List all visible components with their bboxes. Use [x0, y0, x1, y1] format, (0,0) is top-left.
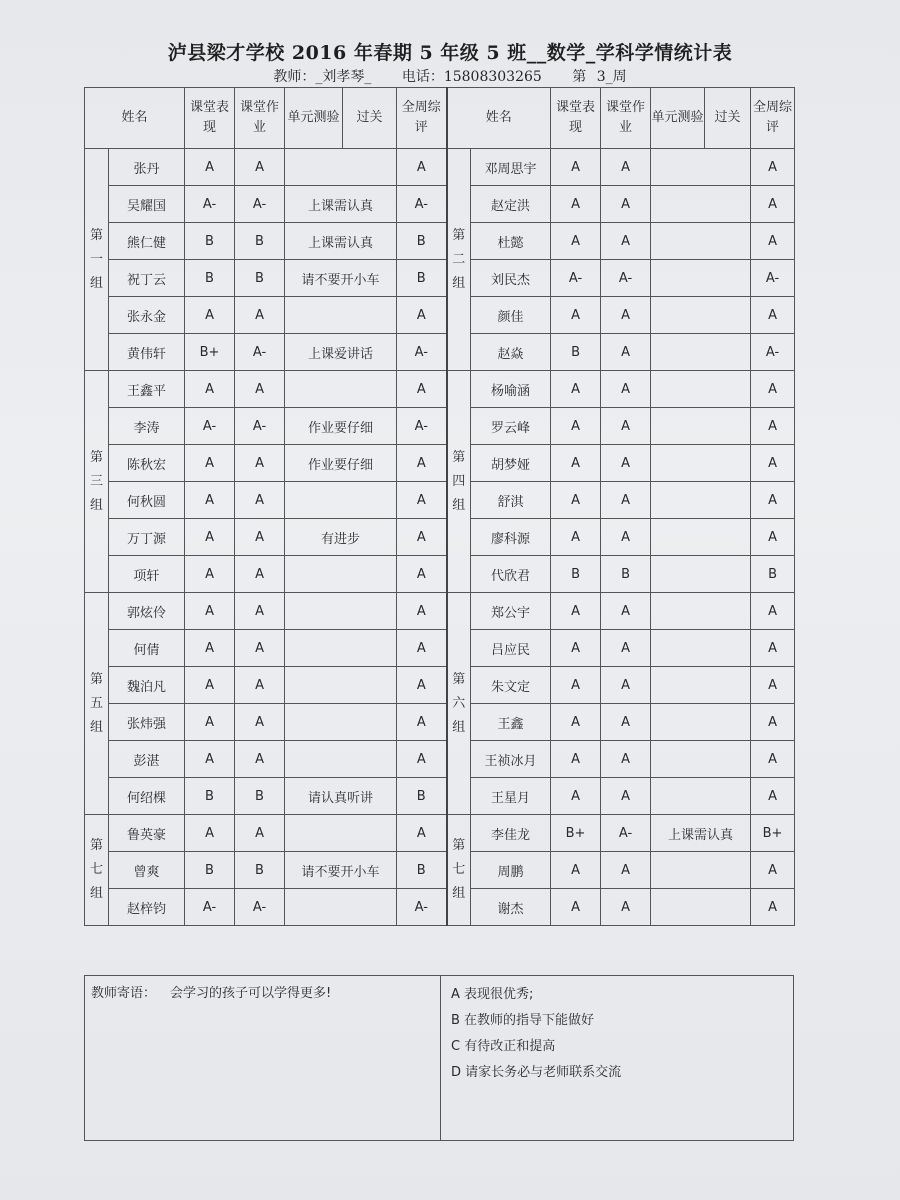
student-name: 张丹	[109, 149, 185, 186]
unit-test-note	[651, 704, 751, 741]
group-label: 第 六 组	[447, 593, 471, 815]
weekly-grade: A	[397, 741, 447, 778]
homework: A-	[235, 334, 285, 371]
weekly-grade: A-	[397, 408, 447, 445]
weekly-grade: A	[397, 667, 447, 704]
class-perf: A	[551, 519, 601, 556]
col-pass-right: 过关	[705, 88, 751, 149]
unit-test-note	[651, 519, 751, 556]
student-name: 郭炫伶	[109, 593, 185, 630]
student-name: 祝丁云	[109, 260, 185, 297]
table-row	[85, 260, 795, 297]
weekly-grade: A	[751, 593, 795, 630]
table-row	[85, 371, 795, 408]
class-perf: A-	[551, 260, 601, 297]
table-row	[85, 778, 795, 815]
class-perf: A	[185, 593, 235, 630]
teacher-message	[91, 982, 345, 1001]
teacher-name: 教师：_刘孝琴_	[273, 69, 372, 85]
col-unit-test: 单元测验	[285, 88, 343, 149]
class-perf: A	[185, 667, 235, 704]
unit-test-note	[651, 445, 751, 482]
homework: A	[601, 519, 651, 556]
group-label: 第 五 组	[85, 593, 109, 815]
unit-test-note	[651, 408, 751, 445]
legend-d: D 请家长务必与老师联系交流	[451, 1065, 622, 1080]
unit-test-note: 请不要开小车	[285, 260, 397, 297]
weekly-grade: A	[397, 297, 447, 334]
student-name: 李佳龙	[471, 815, 551, 852]
student-name: 魏泊凡	[109, 667, 185, 704]
weekly-grade: A	[397, 593, 447, 630]
homework: B	[235, 852, 285, 889]
homework: A	[235, 371, 285, 408]
unit-test-note: 上课爱讲话	[285, 334, 397, 371]
unit-test-note	[285, 556, 397, 593]
table-row	[85, 815, 795, 852]
student-name: 彭湛	[109, 741, 185, 778]
unit-test-note	[651, 889, 751, 926]
class-perf: B	[185, 260, 235, 297]
class-perf: A	[185, 482, 235, 519]
weekly-grade: A	[397, 704, 447, 741]
student-name: 王星月	[471, 778, 551, 815]
weekly-grade: A	[751, 667, 795, 704]
unit-test-note: 作业要仔细	[285, 445, 397, 482]
homework: A	[235, 815, 285, 852]
col-unit-test-right: 单元测验	[651, 88, 705, 149]
col-homework: 课堂作业	[235, 88, 285, 149]
table-row	[85, 852, 795, 889]
homework: A	[235, 519, 285, 556]
class-perf: A	[551, 778, 601, 815]
unit-test-note: 请认真听讲	[285, 778, 397, 815]
class-perf: A	[551, 889, 601, 926]
unit-test-note	[651, 260, 751, 297]
table-row	[85, 704, 795, 741]
weekly-grade: A	[751, 778, 795, 815]
homework: A	[601, 889, 651, 926]
footer-box	[84, 975, 794, 1141]
class-perf: B+	[185, 334, 235, 371]
student-name: 曾爽	[109, 852, 185, 889]
class-perf: A	[185, 445, 235, 482]
weekly-grade: A	[751, 630, 795, 667]
homework: A-	[235, 408, 285, 445]
homework: B	[601, 556, 651, 593]
class-perf: A	[185, 371, 235, 408]
homework: A	[601, 408, 651, 445]
grade-legend	[451, 982, 621, 1086]
weekly-grade: A-	[751, 334, 795, 371]
unit-test-note	[651, 556, 751, 593]
class-perf: A	[551, 852, 601, 889]
weekly-grade: A	[751, 149, 795, 186]
class-perf: A	[185, 815, 235, 852]
homework: A	[235, 593, 285, 630]
student-name: 杜懿	[471, 223, 551, 260]
weekly-grade: A	[397, 149, 447, 186]
unit-test-note	[651, 186, 751, 223]
homework: A	[235, 556, 285, 593]
homework: B	[235, 260, 285, 297]
unit-test-note: 作业要仔细	[285, 408, 397, 445]
unit-test-note	[285, 667, 397, 704]
legend-b: B 在教师的指导下能做好	[451, 1013, 595, 1028]
table-row	[85, 408, 795, 445]
class-perf: B	[551, 334, 601, 371]
homework: A	[235, 741, 285, 778]
student-name: 何倩	[109, 630, 185, 667]
weekly-grade: A-	[751, 260, 795, 297]
student-name: 邓周思宇	[471, 149, 551, 186]
class-perf: A	[185, 741, 235, 778]
homework: B	[235, 778, 285, 815]
student-name: 赵焱	[471, 334, 551, 371]
group-label: 第 二 组	[447, 149, 471, 371]
weekly-grade: A	[397, 445, 447, 482]
unit-test-note	[651, 778, 751, 815]
homework: A	[235, 445, 285, 482]
table-row	[85, 593, 795, 630]
student-name: 熊仁健	[109, 223, 185, 260]
unit-test-note	[651, 593, 751, 630]
homework: A	[601, 297, 651, 334]
homework: A-	[601, 815, 651, 852]
class-perf: A	[551, 186, 601, 223]
weekly-grade: A	[751, 889, 795, 926]
unit-test-note	[285, 482, 397, 519]
weekly-grade: B	[397, 852, 447, 889]
table-row	[85, 334, 795, 371]
homework: A	[601, 334, 651, 371]
homework: B	[235, 223, 285, 260]
class-perf: B	[185, 778, 235, 815]
table-row	[85, 630, 795, 667]
weekly-grade: A	[751, 408, 795, 445]
homework: A	[235, 667, 285, 704]
weekly-grade: A	[751, 482, 795, 519]
unit-test-note	[651, 630, 751, 667]
homework: A	[601, 186, 651, 223]
class-perf: A	[551, 223, 601, 260]
unit-test-note	[651, 741, 751, 778]
student-name: 王鑫	[471, 704, 551, 741]
unit-test-note	[285, 593, 397, 630]
weekly-grade: A	[397, 630, 447, 667]
student-name: 舒淇	[471, 482, 551, 519]
homework: A-	[235, 186, 285, 223]
weekly-grade: A-	[397, 334, 447, 371]
homework: A	[235, 297, 285, 334]
student-name: 鲁英豪	[109, 815, 185, 852]
student-name: 赵定洪	[471, 186, 551, 223]
student-name: 万丁源	[109, 519, 185, 556]
class-perf: B	[551, 556, 601, 593]
class-perf: A	[551, 741, 601, 778]
weekly-grade: A	[751, 186, 795, 223]
class-perf: A	[551, 667, 601, 704]
message-label: 教师寄语：	[91, 986, 157, 1001]
teacher-phone: 电话：15808303265	[401, 69, 542, 85]
weekly-grade: A	[397, 815, 447, 852]
unit-test-note: 有进步	[285, 519, 397, 556]
student-name: 郑公宇	[471, 593, 551, 630]
student-name: 何绍棵	[109, 778, 185, 815]
weekly-grade: A	[397, 556, 447, 593]
student-name: 王祯冰月	[471, 741, 551, 778]
unit-test-note	[285, 371, 397, 408]
header-row	[85, 88, 795, 149]
weekly-grade: B	[397, 778, 447, 815]
homework: A	[601, 852, 651, 889]
grade-table	[84, 87, 795, 926]
message-text: 会学习的孩子可以学得更多!	[170, 986, 332, 1001]
footer-divider	[440, 976, 441, 1140]
unit-test-note	[651, 297, 751, 334]
table-row	[85, 445, 795, 482]
group-label: 第 四 组	[447, 371, 471, 593]
homework: A	[601, 630, 651, 667]
class-perf: A	[551, 593, 601, 630]
weekly-grade: A-	[397, 186, 447, 223]
class-perf: A-	[185, 889, 235, 926]
unit-test-note	[285, 741, 397, 778]
col-class-perf: 课堂表现	[185, 88, 235, 149]
student-name: 王鑫平	[109, 371, 185, 408]
unit-test-note	[651, 667, 751, 704]
homework: A	[601, 482, 651, 519]
unit-test-note	[651, 223, 751, 260]
homework: A	[601, 223, 651, 260]
group-label: 第 一 组	[85, 149, 109, 371]
class-perf: A	[185, 556, 235, 593]
student-name: 胡梦娅	[471, 445, 551, 482]
table-row	[85, 149, 795, 186]
class-perf: A-	[185, 186, 235, 223]
student-name: 谢杰	[471, 889, 551, 926]
class-perf: A	[551, 149, 601, 186]
unit-test-note	[285, 815, 397, 852]
student-name: 黄伟轩	[109, 334, 185, 371]
homework: A	[601, 778, 651, 815]
homework: A-	[601, 260, 651, 297]
col-name-right: 姓名	[447, 88, 551, 149]
unit-test-note	[651, 334, 751, 371]
student-name: 吕应民	[471, 630, 551, 667]
group-label: 第 三 组	[85, 371, 109, 593]
student-name: 赵梓钧	[109, 889, 185, 926]
unit-test-note	[285, 889, 397, 926]
col-pass: 过关	[343, 88, 397, 149]
legend-a: A 表现很优秀;	[451, 987, 534, 1002]
table-row	[85, 297, 795, 334]
table-row	[85, 667, 795, 704]
class-perf: A	[551, 408, 601, 445]
homework: A	[601, 149, 651, 186]
student-name: 代欣君	[471, 556, 551, 593]
table-row	[85, 223, 795, 260]
class-perf: A	[551, 445, 601, 482]
student-name: 颜佳	[471, 297, 551, 334]
table-row	[85, 482, 795, 519]
unit-test-note	[285, 630, 397, 667]
legend-c: C 有待改正和提高	[451, 1039, 556, 1054]
class-perf: B	[185, 223, 235, 260]
weekly-grade: A	[751, 741, 795, 778]
student-name: 吴耀国	[109, 186, 185, 223]
student-name: 罗云峰	[471, 408, 551, 445]
unit-test-note	[285, 149, 397, 186]
weekly-grade: A-	[397, 889, 447, 926]
col-homework-right: 课堂作业	[601, 88, 651, 149]
homework: A	[235, 704, 285, 741]
weekly-grade: A	[751, 223, 795, 260]
student-name: 朱文定	[471, 667, 551, 704]
class-perf: A	[185, 519, 235, 556]
student-name: 刘民杰	[471, 260, 551, 297]
sheet-title: 泸县梁才学校 2016 年春期 5 年级 5 班__数学_学科学情统计表	[167, 42, 733, 64]
group-label: 第 七 组	[85, 815, 109, 926]
unit-test-note	[285, 704, 397, 741]
unit-test-note: 上课需认真	[651, 815, 751, 852]
week-number: 第 3_周	[572, 69, 627, 85]
class-perf: A	[551, 482, 601, 519]
unit-test-note	[651, 149, 751, 186]
group-label: 第 七 组	[447, 815, 471, 926]
homework: A	[601, 741, 651, 778]
unit-test-note	[651, 852, 751, 889]
student-name: 杨喻涵	[471, 371, 551, 408]
weekly-grade: A	[751, 445, 795, 482]
student-name: 廖科源	[471, 519, 551, 556]
col-class-perf-right: 课堂表现	[551, 88, 601, 149]
table-row	[85, 889, 795, 926]
table-row	[85, 186, 795, 223]
student-name: 周鹏	[471, 852, 551, 889]
class-perf: B+	[551, 815, 601, 852]
student-name: 何秋圆	[109, 482, 185, 519]
homework: A	[235, 482, 285, 519]
unit-test-note	[651, 482, 751, 519]
weekly-grade: A	[397, 519, 447, 556]
weekly-grade: B+	[751, 815, 795, 852]
student-name: 张炜强	[109, 704, 185, 741]
unit-test-note	[651, 371, 751, 408]
weekly-grade: A	[751, 371, 795, 408]
unit-test-note: 上课需认真	[285, 186, 397, 223]
col-name: 姓名	[85, 88, 185, 149]
class-perf: A	[551, 704, 601, 741]
weekly-grade: B	[751, 556, 795, 593]
class-perf: A	[185, 297, 235, 334]
class-perf: A	[551, 371, 601, 408]
class-perf: A	[551, 297, 601, 334]
sheet-subtitle	[0, 66, 900, 86]
homework: A	[601, 667, 651, 704]
student-name: 张永金	[109, 297, 185, 334]
unit-test-note: 请不要开小车	[285, 852, 397, 889]
col-weekly-right: 全周综评	[751, 88, 795, 149]
student-name: 李涛	[109, 408, 185, 445]
homework: A	[601, 593, 651, 630]
weekly-grade: A	[751, 704, 795, 741]
class-perf: A	[551, 630, 601, 667]
col-weekly: 全周综评	[397, 88, 447, 149]
weekly-grade: B	[397, 223, 447, 260]
class-perf: A	[185, 149, 235, 186]
homework: A	[235, 149, 285, 186]
table-row	[85, 741, 795, 778]
unit-test-note: 上课需认真	[285, 223, 397, 260]
weekly-grade: A	[397, 482, 447, 519]
class-perf: A	[185, 704, 235, 741]
class-perf: A-	[185, 408, 235, 445]
class-perf: B	[185, 852, 235, 889]
class-perf: A	[185, 630, 235, 667]
student-name: 陈秋宏	[109, 445, 185, 482]
table-row	[85, 556, 795, 593]
weekly-grade: A	[751, 852, 795, 889]
student-name: 项轩	[109, 556, 185, 593]
weekly-grade: B	[397, 260, 447, 297]
homework: A-	[235, 889, 285, 926]
homework: A	[601, 445, 651, 482]
weekly-grade: A	[397, 371, 447, 408]
homework: A	[235, 630, 285, 667]
unit-test-note	[285, 297, 397, 334]
weekly-grade: A	[751, 297, 795, 334]
homework: A	[601, 704, 651, 741]
homework: A	[601, 371, 651, 408]
table-row	[85, 519, 795, 556]
weekly-grade: A	[751, 519, 795, 556]
